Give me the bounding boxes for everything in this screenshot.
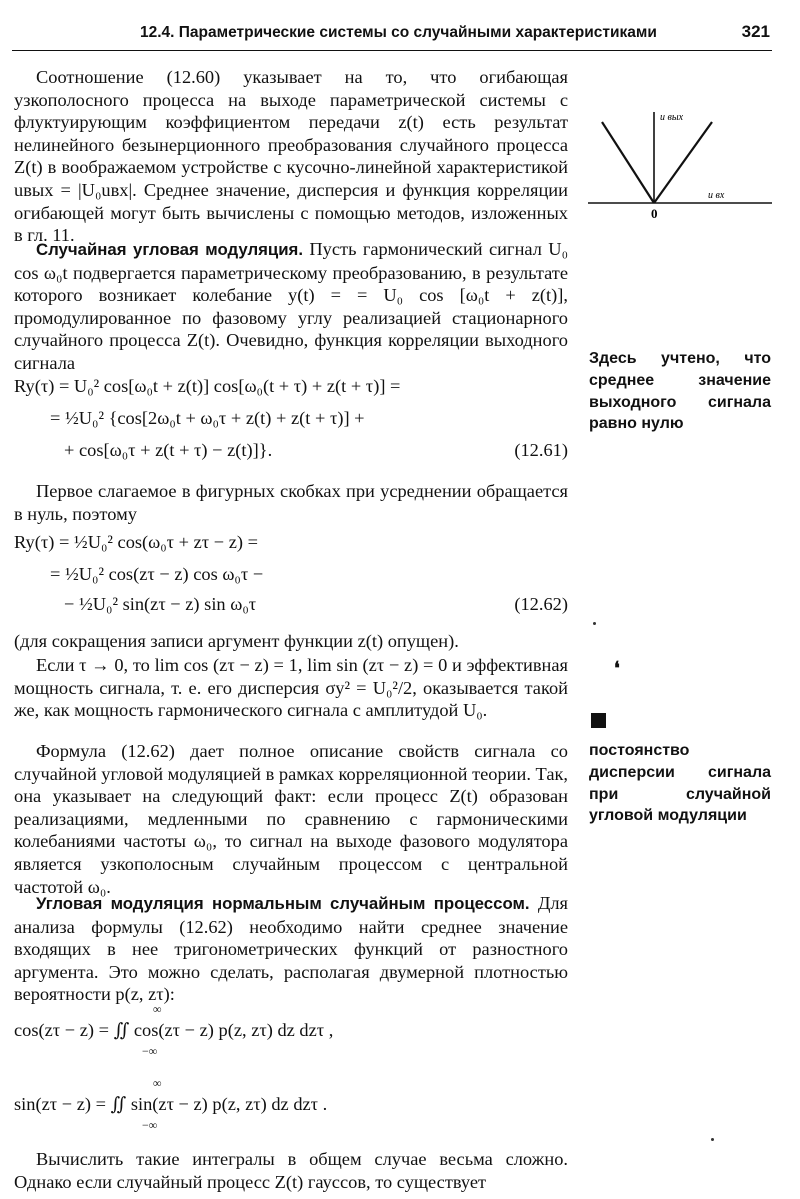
equation-number-12-62: (12.62) bbox=[514, 594, 568, 614]
paragraph-8-text: Вычислить такие интегралы в общем случае весьма сложно. Однако если случайный процесс Z(t) гауссов, то существует bbox=[14, 1149, 568, 1192]
equation-12-62-line-1: Ry(τ) = ½U₀² cos(ω₀τ + zτ − z) = bbox=[14, 532, 259, 552]
paragraph-1 bbox=[14, 66, 568, 247]
speck bbox=[593, 622, 596, 625]
equation-12-61-line-3: + cos[ω₀τ + z(t + τ) − z(t)]}. (12.61) bbox=[64, 440, 568, 460]
paragraph-2-text: Пусть гармонический сигнал U₀ cos ω₀t подвергается параметрическому преобразованию, в результате которого возникает колебание y(t) = = U₀ cos [ω₀t + z(t)], промодулированное по фазовому углу реализацией стационарного случайного процесса Z(t). Очевидно, функция корреляции выходного сигнала bbox=[14, 239, 568, 373]
left-branch bbox=[602, 122, 654, 203]
heading-random-angle-modulation: Случайная угловая модуляция. bbox=[36, 240, 303, 259]
paragraph-5-text: Если τ → 0, то lim cos (zτ − z) = 1, lim sin (zτ − z) = 0 и эффективная мощность сигнала, т. е. его дисперсия σy² = U₀²/2, оказывается такой же, как мощность гармонического сигнала с амплитудой U₀. bbox=[14, 655, 568, 721]
paragraph-6-text: Формула (12.62) дает полное описание свойств сигнала со случайной угловой модуляцией в рамках корреляционной теории. Так, она указывает на следующий факт: если процесс Z(t) образован реализациями, медленными по сравнению с гармоническими колебаниями частоты ω₀, то сигнал на выходе фазового модулятора является узкополосным случайным процессом с центральной частотой ω₀. bbox=[14, 741, 569, 897]
heading-normal-process-modulation: Угловая модуляция нормальным случайным процессом. bbox=[36, 894, 530, 913]
speck bbox=[711, 1138, 714, 1141]
running-header bbox=[12, 18, 772, 51]
y-axis-label: u вых bbox=[660, 112, 684, 123]
equation-12-61-line-1: Ry(τ) = U₀² cos[ω₀t + z(t)] cos[ω₀(t + τ) + z(t + τ)] = bbox=[14, 376, 401, 396]
margin-mark: ❛ bbox=[614, 658, 620, 678]
margin-square-marker bbox=[591, 713, 606, 728]
page-number: 321 bbox=[741, 22, 770, 41]
paragraph-7 bbox=[14, 892, 568, 1006]
paragraph-4-text: (для сокращения записи аргумент функции z(t) опущен). bbox=[14, 631, 459, 651]
paragraph-7-text: Для анализа формулы (12.62) необходимо найти среднее значение входящих в нее тригонометрических функций от разностного аргумента. Это можно сделать, располагая двумерной плотностью вероятности p(z, zτ): bbox=[14, 893, 568, 1005]
paragraph-8 bbox=[14, 1148, 568, 1193]
paragraph-6 bbox=[14, 740, 568, 898]
integral-cos-upper-limit: ∞ bbox=[153, 1002, 162, 1016]
right-branch bbox=[654, 122, 712, 203]
paragraph-4 bbox=[14, 630, 568, 653]
equation-12-62-line-2: = ½U₀² cos(zτ − z) cos ω₀τ − bbox=[50, 564, 264, 584]
integral-cos: ∞ cos(zτ − z) = ∬ cos(zτ − z) p(z, zτ) dz dzτ , −∞ bbox=[14, 1002, 334, 1058]
x-axis-label: u вх bbox=[708, 190, 725, 201]
equation-12-62-line-3: − ½U₀² sin(zτ − z) sin ω₀τ (12.62) bbox=[64, 594, 568, 614]
sidenote-variance-constancy: постоянство дисперсии сигнала при случайной угловой модуляции bbox=[589, 742, 771, 825]
origin-label: 0 bbox=[651, 206, 658, 221]
integral-cos-lower-limit: −∞ bbox=[142, 1044, 158, 1058]
integral-sin-upper-limit: ∞ bbox=[153, 1076, 162, 1090]
section-title: 12.4. Параметрические системы со случайными характеристиками bbox=[140, 24, 657, 41]
equation-number-12-61: (12.61) bbox=[514, 440, 568, 460]
paragraph-3 bbox=[14, 480, 568, 525]
integral-sin-lower-limit: −∞ bbox=[142, 1118, 158, 1132]
paragraph-3-text: Первое слагаемое в фигурных скобках при усреднении обращается в нуль, поэтому bbox=[14, 481, 568, 524]
paragraph-5 bbox=[14, 654, 568, 722]
equation-12-61-line-2: = ½U₀² {cos[2ω₀t + ω₀τ + z(t) + z(t + τ)] + bbox=[50, 408, 365, 428]
integral-sin: ∞ sin(zτ − z) = ∬ sin(zτ − z) p(z, zτ) dz dzτ . −∞ bbox=[14, 1076, 328, 1132]
characteristic-figure bbox=[588, 100, 773, 225]
sidenote-zero-mean: Здесь учтено, что среднее значение выходного сигнала равно нулю bbox=[589, 350, 771, 433]
paragraph-2 bbox=[14, 238, 568, 375]
paragraph-1-text: Соотношение (12.60) указывает на то, что огибающая узкополосного процесса на выходе параметрической системы с флуктуирующим коэффициентом передачи z(t) есть результат нелинейного безынерционного преобразования случайного процесса Z(t) в воображаемом устройстве с кусочно-линейной характеристикой uвых = |U₀uвх|. Среднее значение, дисперсия и функция корреляции огибающей могут быть вычислены с помощью методов, изложенных в гл. 11. bbox=[14, 67, 568, 246]
